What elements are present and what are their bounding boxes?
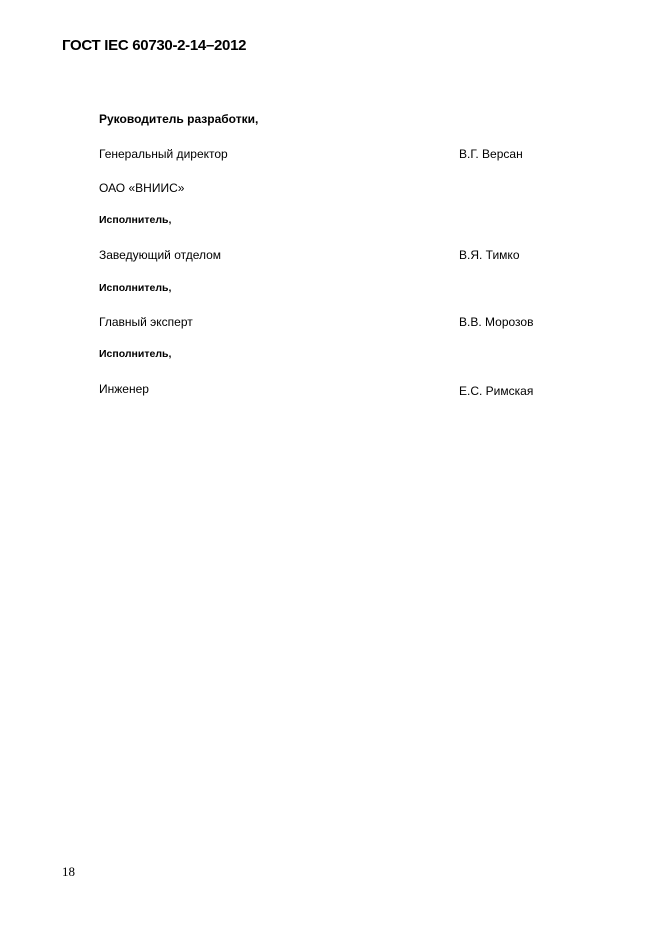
engineer-name: Е.С. Римская: [459, 384, 534, 398]
executor-3-label: Исполнитель,: [99, 348, 172, 360]
department-head-position: Заведующий отделом: [99, 248, 222, 262]
organization-name: ОАО «ВНИИС»: [99, 181, 185, 195]
department-head-name: В.Я. Тимко: [459, 248, 520, 262]
chief-expert-position: Главный эксперт: [99, 315, 193, 329]
director-name: В.Г. Версан: [459, 147, 523, 161]
director-position: Генеральный директор: [99, 147, 228, 161]
page-number: 18: [62, 864, 75, 879]
chief-expert-name: В.В. Морозов: [459, 315, 534, 329]
lead-label: Руководитель разработки,: [99, 112, 259, 126]
engineer-position: Инженер: [99, 382, 149, 396]
executor-2-label: Исполнитель,: [99, 282, 172, 294]
executor-1-label: Исполнитель,: [99, 214, 172, 226]
document-title: ГОСТ IEC 60730-2-14–2012: [62, 37, 247, 54]
